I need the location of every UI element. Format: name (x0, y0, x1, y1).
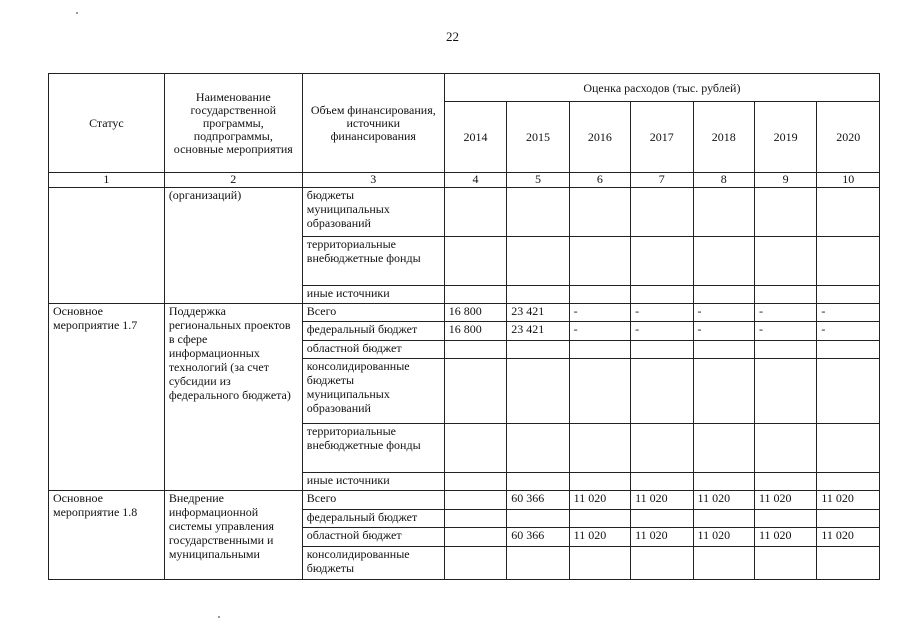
value-cell: 23 421 (507, 304, 569, 322)
column-number: 10 (817, 173, 880, 188)
column-number: 5 (507, 173, 569, 188)
value-cell: 11 020 (817, 528, 880, 547)
source-cell: иные источники (302, 286, 444, 304)
source-cell: федеральный бюджет (302, 322, 444, 341)
column-number: 7 (631, 173, 693, 188)
value-cell (444, 528, 506, 547)
value-cell: 23 421 (507, 322, 569, 341)
value-cell (444, 491, 506, 510)
value-cell: - (569, 322, 630, 341)
value-cell: 11 020 (569, 528, 630, 547)
column-number: 2 (164, 173, 302, 188)
value-cell: - (693, 304, 754, 322)
scan-speck (218, 616, 220, 618)
value-cell: 16 800 (444, 304, 506, 322)
year-2020: 2020 (817, 102, 880, 173)
source-cell: областной бюджет (302, 341, 444, 359)
source-cell: консолидированные бюджеты муниципальных образований (302, 359, 444, 424)
header-estimate: Оценка расходов (тыс. рублей) (444, 74, 879, 102)
column-number: 3 (302, 173, 444, 188)
measure-name: (организаций) (164, 188, 302, 304)
value-cell: - (754, 304, 816, 322)
value-cell: - (693, 322, 754, 341)
source-cell: Всего (302, 304, 444, 322)
value-cell: 16 800 (444, 322, 506, 341)
value-cell: 60 366 (507, 491, 569, 510)
year-2017: 2017 (631, 102, 693, 173)
status-cell-empty (49, 188, 165, 304)
year-2019: 2019 (754, 102, 816, 173)
value-cell: 11 020 (693, 491, 754, 510)
value-cell: 11 020 (817, 491, 880, 510)
column-number: 1 (49, 173, 165, 188)
source-cell: консолидированные бюджеты (302, 547, 444, 580)
table-row (49, 304, 880, 322)
value-cell: 11 020 (754, 491, 816, 510)
value-cell: 11 020 (569, 491, 630, 510)
source-cell: территориальные внебюджетные фонды (302, 424, 444, 473)
source-cell: Всего (302, 491, 444, 510)
status-cell: Основное мероприятие 1.8 (49, 491, 165, 580)
year-2016: 2016 (569, 102, 630, 173)
column-number: 4 (444, 173, 506, 188)
measure-name: Поддержка региональных проектов в сфере информационных технологий (за счет субсидии из федерального бюджета) (164, 304, 302, 491)
year-2018: 2018 (693, 102, 754, 173)
table-row (49, 491, 880, 510)
value-cell: - (754, 322, 816, 341)
value-cell: - (631, 322, 693, 341)
year-2015: 2015 (507, 102, 569, 173)
header-volume: Объем финансирования, источники финансирования (302, 74, 444, 173)
column-numbers-row (49, 173, 880, 188)
status-cell: Основное мероприятие 1.7 (49, 304, 165, 491)
value-cell: 11 020 (631, 528, 693, 547)
value-cell: 60 366 (507, 528, 569, 547)
value-cell: 11 020 (754, 528, 816, 547)
column-number: 8 (693, 173, 754, 188)
value-cell: - (569, 304, 630, 322)
source-cell: территориальные внебюджетные фонды (302, 237, 444, 286)
scan-speck (76, 12, 78, 14)
measure-name: Внедрение информационной системы управления государственными и муниципальными (164, 491, 302, 580)
source-cell: областной бюджет (302, 528, 444, 547)
year-2014: 2014 (444, 102, 506, 173)
value-cell: - (631, 304, 693, 322)
value-cell: - (817, 304, 880, 322)
value-cell: 11 020 (631, 491, 693, 510)
source-cell: иные источники (302, 473, 444, 491)
header-status: Статус (49, 74, 165, 173)
header-name: Наименование государственной программы, подпрограммы, основные мероприятия (164, 74, 302, 173)
column-number: 6 (569, 173, 630, 188)
table-row (49, 188, 880, 237)
source-cell: федеральный бюджет (302, 510, 444, 528)
budget-table (48, 73, 880, 580)
value-cell: - (817, 322, 880, 341)
value-cell: 11 020 (693, 528, 754, 547)
source-cell: бюджеты муниципальных образований (302, 188, 444, 237)
page-number: 22 (446, 29, 459, 44)
column-number: 9 (754, 173, 816, 188)
